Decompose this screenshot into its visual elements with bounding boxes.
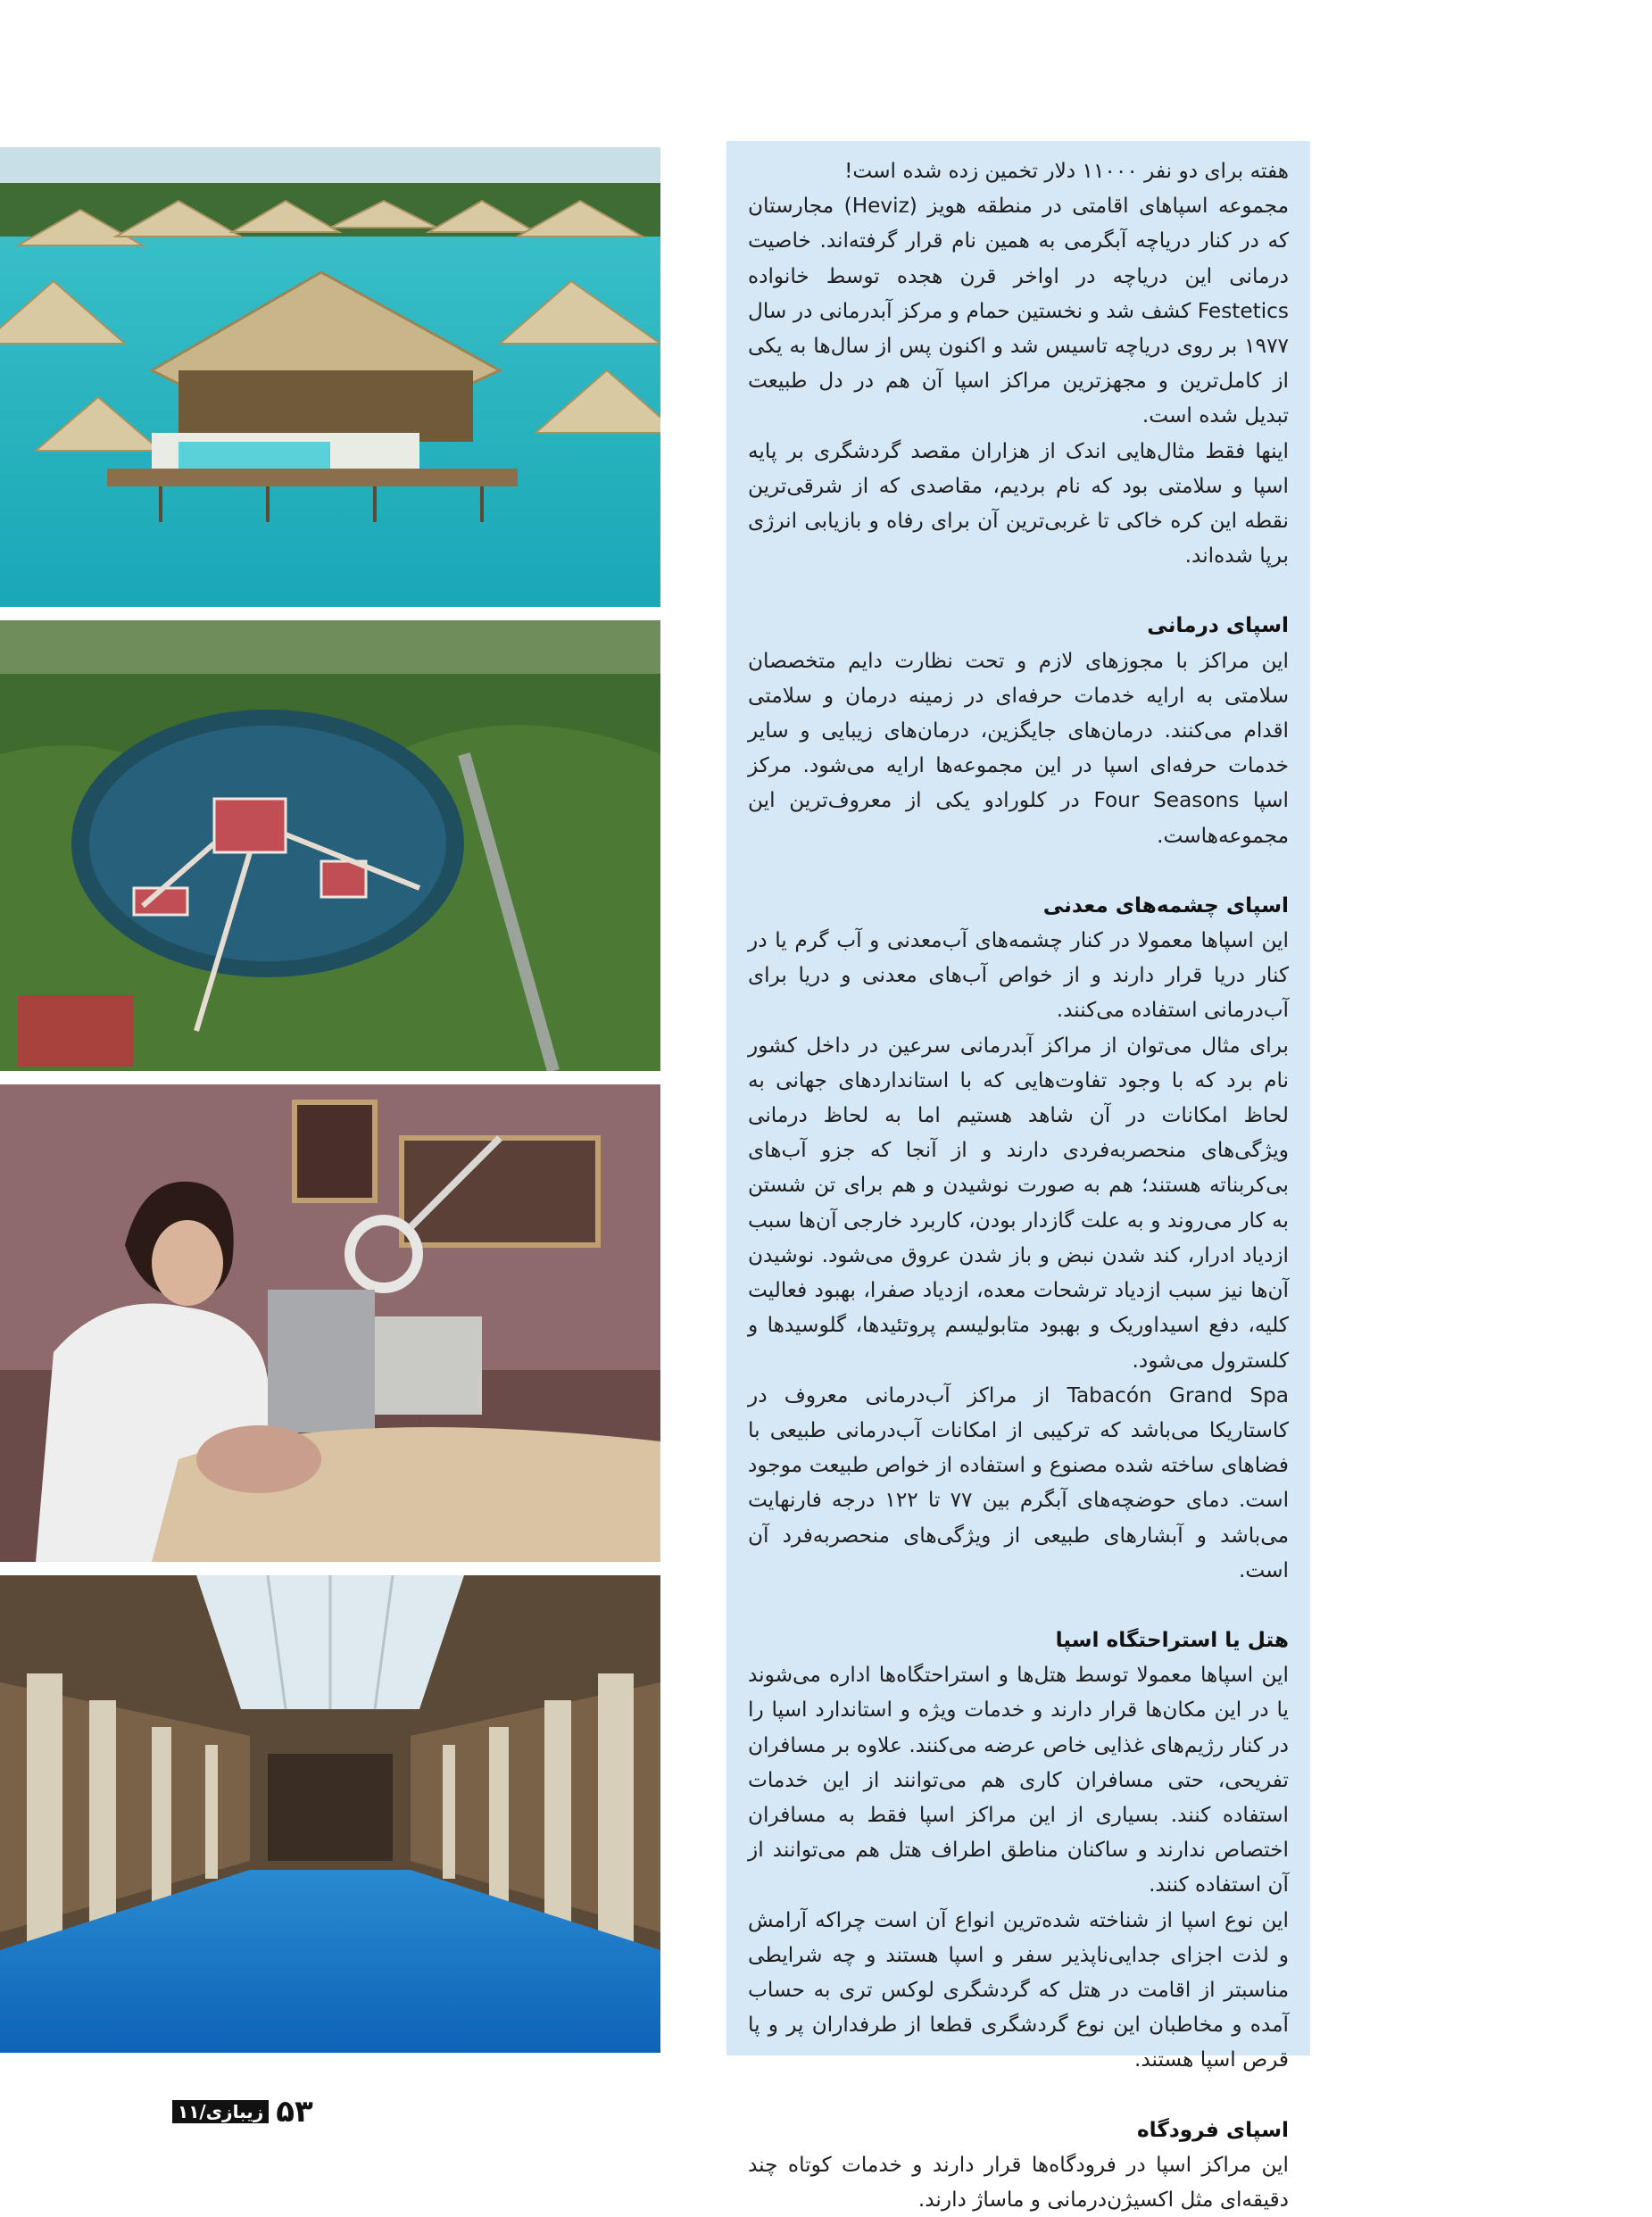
overwater-bungalows-photo bbox=[0, 147, 660, 607]
section-heading-airport-spa: اسپای فرودگاه bbox=[1136, 2117, 1289, 2142]
lake-heviz-aerial-photo bbox=[0, 620, 660, 1071]
facial-treatment-photo bbox=[0, 1084, 660, 1562]
section-paragraph: Tabacón Grand Spa از مراکز آب‌درمانی معروف در کاستاریکا می‌باشد که ترکیبی از امکانات آب‌درمانی طبیعی با فضاهای ساخته شده مصنوع و استفاده از خواص طبیعت موجود است. دمای حوضچه‌های آبگرم بین ۷۷ تا ۱۲۲ درجه فارنهایت می‌باشد و آبشارهای طبیعی از ویژگی‌های منحصربه‌فرد آن است. bbox=[748, 1383, 1290, 1582]
intro-paragraph: اینها فقط مثال‌هایی اندک از هزاران مقصد گردشگری بر پایه اسپا و سلامتی بود که نام بردیم، مقاصدی که از شرقی‌ترین نقطه این کره خاکی تا غربی‌ترین آن برای رفاه و بازیابی انرژی برپا شده‌اند. bbox=[748, 438, 1289, 569]
section-heading-mineral-springs-spa: اسپای چشمه‌های معدنی bbox=[1042, 893, 1289, 918]
section-heading-therapeutic-spa: اسپای درمانی bbox=[1147, 613, 1289, 638]
article-panel bbox=[726, 141, 1310, 2212]
section-paragraph: این اسپاها معمولا توسط هتل‌ها و استراحتگاه‌ها اداره می‌شوند یا در این مکان‌ها قرار دارند و خدمات ویژه و استاندارد اسپا را در کنار رژیم‌های غذایی خاص عرضه می‌کنند. علاوه بر مسافران تفریحی، حتی مسافران کاری هم می‌توانند از این خدمات استفاده کنند. بسیاری از این مراکز اسپا فقط به مسافران اختصاص ندارند و ساکنان مناطق اطراف هتل هم می‌توانند از آن استفاده کنند. bbox=[748, 1663, 1289, 1897]
magazine-issue-badge: زیبازی/۱۱ bbox=[172, 2100, 269, 2123]
section-paragraph: این مراکز با مجوزهای لازم و تحت نظارت دایم متخصصان سلامتی به ارایه خدمات حرفه‌ای در زمینه درمان و سلامتی اقدام می‌کنند. درمان‌های جایگزین، درمان‌های زیبایی و سایر خدمات حرفه‌ای اسپا در این مجموعه‌ها ارایه می‌شود. مرکز اسپا Four Seasons در کلورادو یکی از معروف‌ترین این مجموعه‌هاست. bbox=[748, 648, 1289, 848]
page-folio bbox=[172, 2093, 313, 2130]
section-paragraph: این مراکز اسپا در فرودگاه‌ها قرار دارند و خدمات کوتاه چند دقیقه‌ای مثل اکسیژن‌درمانی و ماساژ دارند. bbox=[748, 2152, 1289, 2212]
section-heading-hotel-spa: هتل یا استراحتگاه اسپا bbox=[1055, 1627, 1289, 1652]
section-paragraph: برای مثال می‌توان از مراکز آبدرمانی سرعین در داخل کشور نام برد که با وجود تفاوت‌هایی که با استانداردهای جهانی به لحاظ امکانات در آن شاهد هستیم اما به لحاظ درمانی ویژگی‌های منحصربه‌فردی دارند و از آنجا که جزو آب‌های بی‌کربناته هستند؛ هم به صورت نوشیدن و هم برای تن شستن به کار می‌روند و به علت گازدار بودن، کاربرد خارجی آن‌ها سبب ازدیاد ادرار، کند شدن نبض و باز شدن عروق می‌شود. نوشیدن آن‌ها نیز سبب ازدیاد ترشحات معده، ازدیاد صفرا، بهبود فعالیت کلیه، دفع اسیداوریک و بهبود متابولیسم پروتئیدها، گلوسیدها و کلسترول می‌شود. bbox=[748, 1033, 1289, 1373]
section-paragraph: این اسپاها معمولا در کنار چشمه‌های آب‌معدنی و آب گرم یا در کنار دریا قرار دارند و از خواص آب‌های معدنی و دریا برای آب‌درمانی استفاده می‌کنند. bbox=[748, 928, 1289, 1023]
intro-paragraph: مجموعه اسپاهای اقامتی در منطقه هویز (Heviz) مجارستان که در کنار دریاچه آبگرمی به همین نام قرار گرفته‌اند. خاصیت درمانی این دریاچه در اواخر قرن هجده توسط خانواده Festetics کشف شد و نخستین حمام و مرکز آبدرمانی در سال ۱۹۷۷ بر روی دریاچه تاسیس شد و اکنون پس از سال‌ها به یکی از کامل‌ترین و مجهزترین مراکز اسپا آن هم در دل طبیعت تبدیل شده است. bbox=[748, 194, 1289, 428]
indoor-thermal-pool-photo bbox=[0, 1575, 660, 2053]
intro-paragraph: هفته برای دو نفر ۱۱۰۰۰ دلار تخمین زده شده است! bbox=[844, 159, 1289, 183]
page-number: ۵۳ bbox=[276, 2094, 313, 2130]
section-paragraph: این نوع اسپا از شناخته شده‌ترین انواع آن است چراکه آرامش و لذت اجزای جدایی‌ناپذیر سفر و اسپا هستند و چه شرایطی مناسبتر از اقامت در هتل که گردشگری لوکس تری به حساب آمده و مخاطبان این نوع گردشگری قطعا از طرفداران پر و پا قرص اسپا هستند. bbox=[748, 1907, 1289, 2072]
